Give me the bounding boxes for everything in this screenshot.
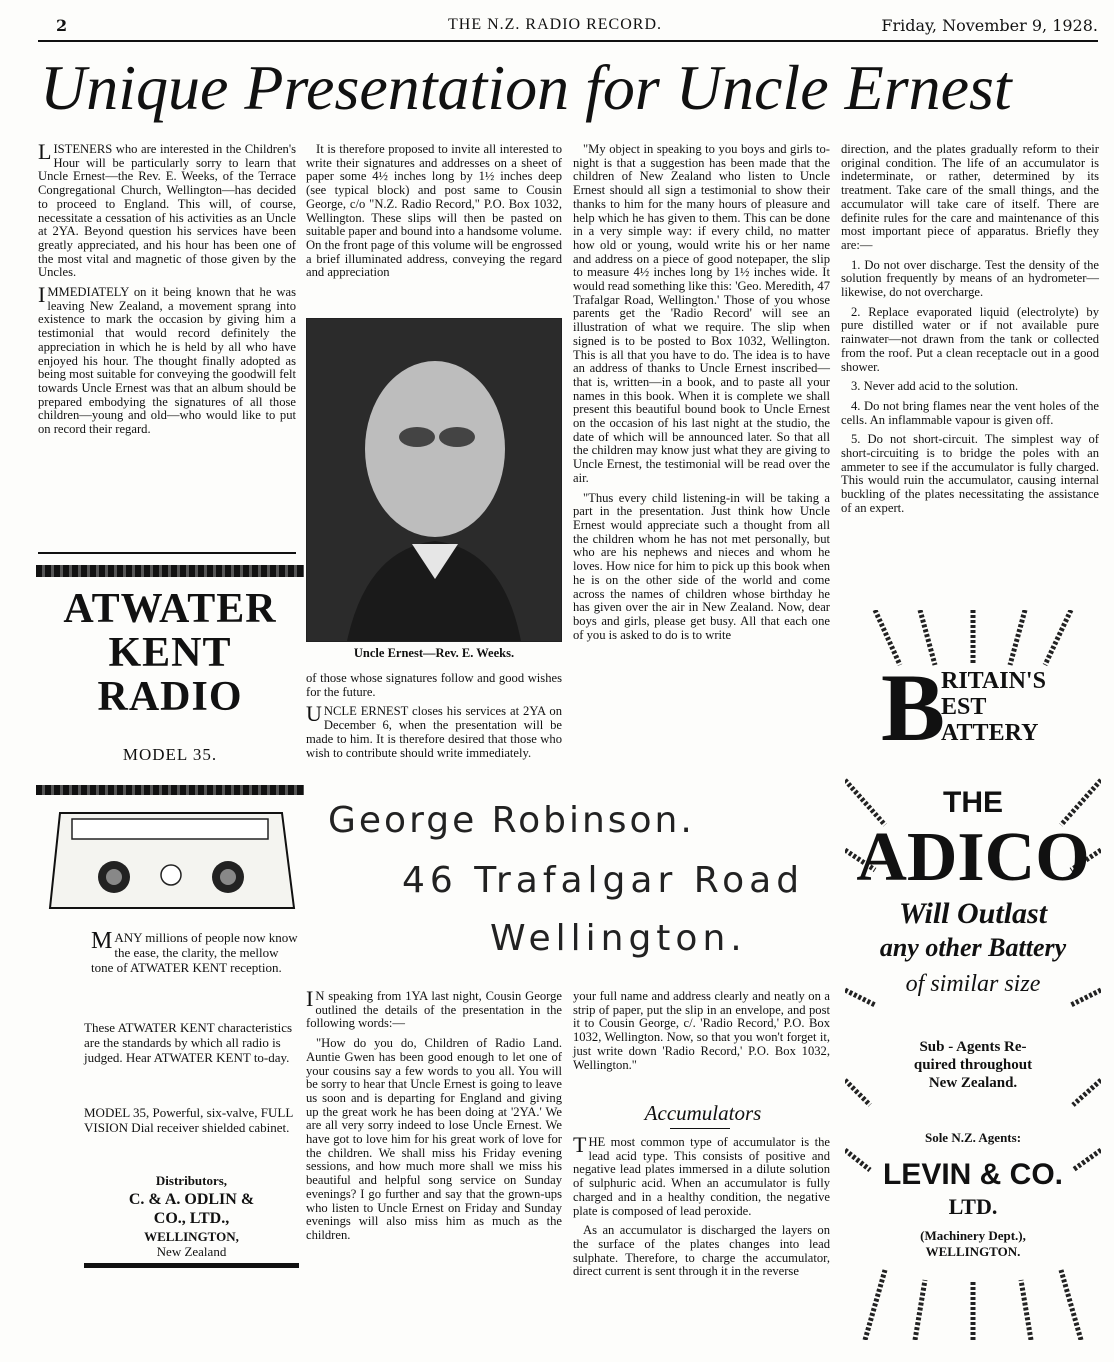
adico-battery-advertisement: [845, 610, 1101, 1340]
paragraph: of those whose signatures follow and good wishes for the future.: [306, 671, 562, 699]
paragraph: [573, 1132, 830, 1218]
specimen-street: 46 Trafalgar Road: [402, 860, 805, 901]
sub-agents-line-3: New Zealand.: [928, 1075, 1018, 1091]
ad-blurb-1: [91, 930, 301, 975]
ad-blurb-3: MODEL 35, Powerful, six-valve, FULL VISION Dial receiver shielded cabinet.: [84, 1105, 293, 1135]
britains-line-2: EST: [941, 694, 987, 720]
article-column-2-cont: [306, 672, 562, 766]
model-label: MODEL 35.: [122, 745, 218, 764]
the-label: THE: [943, 786, 1003, 819]
publication-title: THE N.Z. RADIO RECORD.: [448, 16, 662, 33]
paragraph: "How do you do, Children of Radio Land. Auntie Gwen has been good enough to let one of your cousins say a few words to you all. You will be sorry to hear that Uncle Ernest is going to leave us soon and is departing for England and giving up the great work he has been doing at '2YA.' We are all very sorry indeed to lose Uncle Ernest. We have got to love him for his great work of love for the children. We shall miss his Friday evening sessions, and how much more shall we miss his beautiful and helpful song service on Sunday evenings? I go further and say that the grown-ups who listen to Uncle Ernest on Friday and Sunday evenings will also miss him as much as the children.: [306, 1036, 562, 1242]
portrait-photo: [306, 318, 562, 642]
paragraph: As an accumulator is discharged the layers on the surface of the plates changes into lead sulphate. Therefore, to charge the accumulator, direct current is sent through it in the reverse: [573, 1223, 830, 1279]
article-column-3: [573, 143, 830, 648]
drop-cap: M: [91, 928, 113, 954]
paragraph: direction, and the plates gradually reform to their original condition. The life of an accumulator is indeterminate, or rather, determined by its treatment. Take care of the small things, and the accumulator will take care of itself. There are definite rules for the care and maintenance of this most important piece of apparatus. Briefly they are:—: [841, 142, 1099, 252]
specimen-city: Wellington.: [490, 918, 747, 959]
page-number: 2: [56, 16, 68, 35]
rule-item: 1. Do not over discharge. Test the density of the solution frequently by means of an hydrometer—likewise, do not overcharge.: [841, 257, 1099, 300]
atwater-kent-advertisement: [36, 565, 304, 1285]
drop-cap: I: [38, 282, 46, 308]
big-b-letter: B: [881, 654, 946, 761]
levin-city: WELLINGTON.: [925, 1244, 1021, 1259]
portrait-figure: [307, 319, 561, 641]
lower-column-2: [306, 986, 562, 1249]
drop-cap: U: [306, 701, 322, 727]
masthead: [38, 14, 1098, 42]
lower-column-3: [573, 990, 830, 1078]
tagline-2: any other Battery: [879, 933, 1067, 962]
tagline-3: of similar size: [905, 971, 1041, 997]
rule-item: 2. Replace evaporated liquid (electrolyte) by pure distilled water or if not available pure rainwater—not drawn from the tank or collected from the roof. Put a clean receptacle out in a good shower.: [841, 304, 1099, 374]
article-column-1: [38, 139, 296, 443]
photo-caption: Uncle Ernest—Rev. E. Weeks.: [353, 646, 515, 660]
blurb-text: ANY millions of people now know the ease, the clarity, the mellow tone of ATWATER KENT reception.: [91, 930, 298, 975]
paragraph-text: ISTENERS who are interested in the Children's Hour will be particularly sorry to learn that Uncle Ernest—the Rev. E. Weeks, of the Terrace Congregational Church, Wellington—has decided to proceed to England. This will, of course, necessitate a cessation of his activities as an Uncle at 2YA. Beyond question his services have been greatly appreciated, and his hour has been one of the most vital and magnetic of those given by the Uncles.: [38, 142, 296, 280]
distributor-city: WELLINGTON,: [144, 1229, 239, 1244]
lower-column-3-cont: [573, 1132, 830, 1285]
radio-cabinet-illustration: [42, 793, 300, 933]
paragraph: [306, 701, 562, 760]
drop-cap: I: [306, 986, 314, 1011]
distributor-name-2: CO., LTD.,: [153, 1210, 230, 1227]
article-column-4: [841, 143, 1099, 522]
levin-ltd: LTD.: [948, 1194, 998, 1219]
britains-line-3: ATTERY: [941, 720, 1039, 746]
paragraph-text: N speaking from 1YA last night, Cousin George outlined the details of the presentation in the following words:—: [306, 989, 562, 1031]
paragraph: [306, 986, 562, 1031]
paragraph: your full name and address clearly and neatly on a strip of paper, put the slip in an envelope, and post it to Cousin George, c/. 'Radio Record,' P.O. Box 1032, Wellington. Now, so that you won't forget it, just write down 'Radio Record,' P.O. Box 1032, Wellington.": [573, 989, 830, 1072]
brand-line-1: ATWATER: [63, 586, 277, 632]
article-column-2: [306, 143, 562, 286]
paragraph: [38, 282, 296, 437]
paragraph-text: MMEDIATELY on it being known that he was leaving New Zealand, a movement sprang into existence to mark the occasion by giving him a testimonial that would record definitely the appreciation in which he is held by all who have enjoyed his hour. The thought finally adopted as being most suitable for conveying the goodwill felt towards Uncle Ernest was that an album should be prepared embodying the signatures of all those children—young and old—who would like to put on record their regard.: [38, 285, 296, 437]
subhead-accumulators: Accumulators: [644, 1101, 762, 1125]
drop-cap: L: [38, 139, 52, 164]
column-rule: [38, 552, 296, 554]
rule-item: 5. Do not short-circuit. The simplest way of short-circuiting is to bridge the poles with an ammeter to see if the accumulator is fully charged. This would ruin the accumulator, causing internal buckling of the plates necessitating the assistance of an expert.: [841, 432, 1099, 515]
rule-item: 3. Never add acid to the solution.: [851, 379, 1019, 394]
paragraph-text: NCLE ERNEST closes his services at 2YA on December 6, when the presentation will be made to him. It is therefore desired that those who wish to contribute should write immediately.: [306, 704, 562, 760]
sub-agents-line-2: quired throughout: [913, 1057, 1033, 1073]
specimen-name: George Robinson.: [328, 800, 695, 841]
ad-blurb-2: These ATWATER KENT characteristics are the standards by which all radio is judged. Hear ATWATER KENT to-day.: [84, 1020, 293, 1065]
paragraph: "My object in speaking to you boys and girls to-night is that a suggestion has been made that the children of New Zealand who listen to Uncle Ernest should all sign a testimonial to show their thanks to him for the many hours of pleasure and help which he has given to them. This can be done in a very simple way: if every child, no matter how old or young, would write his or her name and address on a piece of good notepaper, the slip to measure 4½ inches long by 1½ inches wide. It would read something like this: 'Geo. Meredith, 47 Trafalgar Road, Wellington.' Those of you whose parents get the 'Radio Record' will see an illustration of what we require. The slip when signed is to be posted to Box 1032, Wellington. This is all that you have to do. The idea is to have an address of thanks to Uncle Ernest inscribed—that is, written—in a book, and to paste all your names in this book. When it is complete we shall present this beautiful bound book to Uncle Ernest on the occasion of his last night at the studio, the date of which will be announced later. So that all the children may know just what they are giving to Uncle Ernest, the testimonial will be read over the air.: [573, 142, 830, 485]
issue-date: Friday, November 9, 1928.: [881, 16, 1098, 35]
sole-agents-label: Sole N.Z. Agents:: [924, 1130, 1022, 1145]
sub-agents-line-1: Sub - Agents Re-: [919, 1039, 1027, 1055]
levin-company: LEVIN & CO.: [882, 1158, 1063, 1191]
brand-line-2: KENT: [108, 630, 232, 676]
distributor-name-1: C. & A. ODLIN &: [128, 1191, 255, 1208]
paragraph: "Thus every child listening-in will be taking a part in the presentation. Just think how Uncle Ernest would appreciate such a thought from all the children whom he has not met personally, but who are his nephews and nieces and whom he loves. How nice for him to pick up this book when he is on the other side of the world and come across the names of children whose birthday he has given over the air in New Zealand. Now, dear boys and girls, please get busy. All that each one of you is asked to do is to write: [573, 490, 830, 642]
rule-item: 4. Do not bring flames near the vent holes of the cells. An inflammable vapour is given off.: [841, 398, 1099, 427]
paragraph-text: HE most common type of accumulator is the lead acid type. This consists of positive and negative lead plates immersed in a dilute solution of sulphuric acid. When an accumulator is fully charged and in a healthy condition, the negative plate is composed of lead peroxide.: [573, 1135, 830, 1218]
headline: Unique Presentation for Uncle Ernest: [40, 52, 1012, 123]
britains-line-1: RITAIN'S: [941, 668, 1046, 694]
machinery-dept: (Machinery Dept.),: [920, 1228, 1026, 1243]
specimen-signature-block: [310, 780, 830, 980]
distributor-country: New Zealand: [156, 1244, 227, 1259]
ad-bottom-rule: [84, 1263, 299, 1268]
subhead-rule: [670, 1128, 730, 1129]
brand-line-3: RADIO: [97, 674, 243, 720]
drop-cap: T: [573, 1132, 587, 1157]
tagline-1: Will Outlast: [898, 897, 1048, 930]
adico-brand: ADICO: [856, 819, 1090, 896]
paragraph: [38, 139, 296, 280]
paragraph: It is therefore proposed to invite all interested to write their signatures and addresses on a sheet of paper some 4½ inches long by 1½ inches deep (see typical block) and post same to Cousin George, c/o "N.Z. Radio Record," P.O. Box 1032, Wellington. These slips will then be pasted on suitable paper and bound into a handsome volume. On the front page of this volume will be engrossed a brief illuminated address, conveying the regard and appreciation: [306, 142, 563, 280]
distributor-label: Distributors,: [155, 1173, 228, 1188]
ad-border-band: [36, 565, 304, 577]
